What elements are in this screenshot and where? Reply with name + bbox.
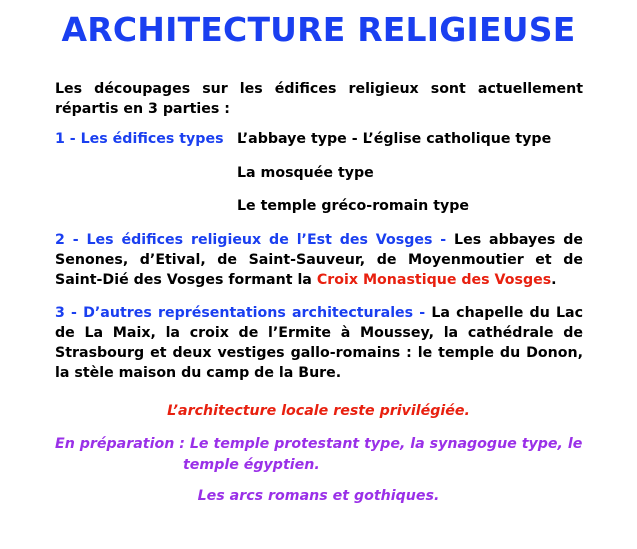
- arcs-note: Les arcs romans et gothiques.: [197, 488, 440, 504]
- section-1-item: La mosquée type: [237, 165, 374, 181]
- page-title: ARCHITECTURE RELIGIEUSE: [61, 10, 576, 49]
- section-3-heading: 3 - D’autres représentations architecturales -: [55, 305, 426, 321]
- section-2-heading: 2 - Les édifices religieux de l’Est des Vosges -: [55, 232, 447, 248]
- section-3-text: La chapelle du Lac de La Maix, la croix de l’Ermite à Moussey, la cathédrale de Strasbourg et deux vestiges gallo-romains : le temple du Donon, la stèle maison du camp de la Bure.: [55, 305, 583, 381]
- section-2-end: .: [551, 272, 557, 288]
- preparation-line-1: En préparation : Le temple protestant type, la synagogue type, le: [55, 436, 583, 452]
- intro-text: Les découpages sur les édifices religieux sont actuellement répartis en 3 parties :: [55, 81, 583, 117]
- local-architecture-note: L’architecture locale reste privilégiée.: [167, 403, 470, 419]
- section-1-item: L’abbaye type - L’église catholique type: [237, 131, 552, 147]
- section-2-text: Les abbayes de Senones, d’Etival, de Saint-Sauveur, de Moyenmoutier et de Saint-Dié des Vosges formant la: [55, 232, 583, 288]
- preparation-note: [55, 434, 595, 476]
- section-3-paragraph: [55, 303, 583, 383]
- section-1-heading: 1 - Les édifices types: [55, 131, 224, 147]
- section-2-paragraph: [55, 230, 583, 290]
- preparation-line-2: temple égyptien.: [183, 457, 320, 473]
- croix-monastique-highlight: Croix Monastique des Vosges: [316, 272, 552, 288]
- section-1-item: Le temple gréco-romain type: [237, 198, 470, 214]
